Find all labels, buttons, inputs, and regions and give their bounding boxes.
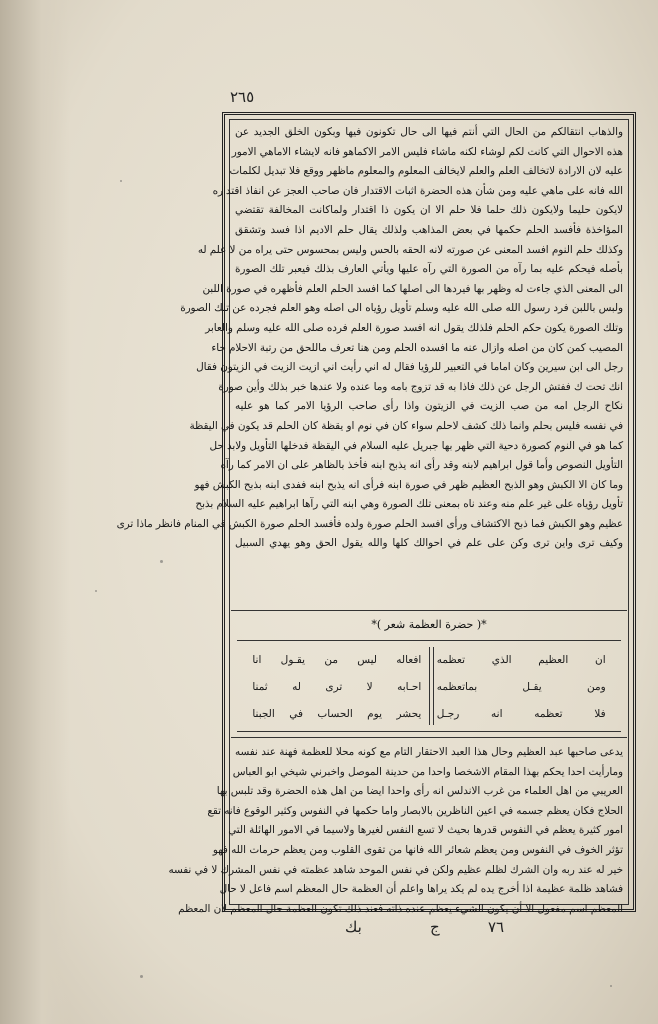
text-line: المصيب كمن كان من اصله وازال عنه ما افسده الحلم ومن هنا تعرف ماللحق من رتبة الاحلام جاء [211,341,623,354]
text-line: يدعى صاحبها عبد العظيم وحال هذا العبد الاحتقار التام مع كونه محلا للعظمة فهنة عند نفسه [235,746,623,758]
text-line: المؤاخذة فأفسد الحلم حكمها في بعض المذاهب ولذلك يقال حلم الاديم اذا فسد وتشقق [235,223,623,236]
poem-right-column [437,647,606,728]
text-line: امور كثيرة يعظم في النفوس قدرها بحيث لا تسع النفس لغيرها ولاسيما في الامور الهائلة التي [228,824,623,837]
text-line: في نفسه فليس بحلم وانما ذلك كشف لاحلم سواء كان في نوم او يقظة كان الحلم قد يكون في اليقظة [189,419,623,432]
poem-box [237,640,621,732]
text-line: وكذلك حلم النوم افسد المعنى عن صورته لانه الحقه بالحس وليس بمحسوس حتى يراه من لا علم له [197,243,623,256]
text-line: عظيم وهو الكبش فما ذبح الاكتشاف ورأى افسد الحلم صورة ولده فأفسد الحلم صورة الكبش في المنام فانظر ماذا ترى [116,517,623,530]
text-line: لايكون حليما ولايكون ذلك حلما فلا حلم الا ان يكون ذا اقتدار ولماكانت المخالفة تقتضي [235,204,623,217]
text-line: وكيف ترى واين ترى وكن على علم في احوالك كلها والله يقول الحق وهو يهدي السبيل [235,537,623,550]
poem-hemistich: احـابه لا ترى له ثمنا [252,681,422,693]
footer-mark: ٧٦ [488,918,505,936]
poem-column-divider [429,647,434,725]
text-line: وما كان الا الكبش وهو الذبح العظيم ظهر في صورة ابنه فرأى انه يذبح ابنه ففدى ابنه بذبح الكبش فهو [194,478,623,491]
page-number: ٢٦٥ [230,88,255,106]
text-line: انك تحت ك ففتش الرجل عن ذلك فاذا به قد تزوج بامه وما عنده ولا عندها خبر بذلك وأين صورة [218,380,623,393]
second-text-section [168,743,623,919]
text-line: ولبس باللبن فرد رسول الله صلى الله عليه وسلم تأويل رؤياه الى اصله وهو العلم فجرده عن تلك الصورة [180,302,623,315]
text-line: تأويل رؤياه على غير علم منه وعند ناه بمعنى تلك الصورة وهي ابنه التي رآها ابراهيم عليه السلام بذبح [195,498,623,511]
footer-mark: ج [430,918,440,936]
text-line: نكاح الرجل امه من صب الزيت في الزيتون واذا رأى صاحب الرؤيا الامر كما هو عليه [235,400,623,413]
poem-hemistich: فلا تعظمه انه رجـل [436,708,606,720]
text-line: كما هو في النوم كصورة دحية التي ظهر بها جبريل عليه السلام في اليقظة فدخلها التأويل ولابد حل [209,439,623,452]
page-footer [0,918,658,948]
poem-hemistich: يحشر يوم الحساب في الجبنا [252,708,422,720]
text-line: الى المعنى الذي جاءت له وظهر بها فيردها الى اصلها كما افسد الحلم العلم فأظهره في صورة اللبن [202,282,623,295]
poem-title: *( حضرة العظمة شعر )* [371,618,487,631]
text-line: الحلاج فكان يعظم جسمه في اعين الناظرين بالابصار واما حكمها في النفوس وكثير الوقوع فانه تقع [207,804,623,817]
main-text-section [116,123,623,554]
text-line: التأويل النصوص وأما قول ابراهيم لابنه وقد رأى انه يذبح ابنه فأخذ بالظاهر على ان الامر كما رآه [220,459,623,472]
text-line: عليه لان الارادة لاتخالف العلم والعلم لايخالف المعلوم والمعلوم ماظهر ووقع فلا تبديل لكلمات [229,165,623,178]
text-line: العريبي من اهل العلماء من غرب الاندلس انه رأى واحدا ايضا من اهل هذه الحضرة وقد تلبس بها [216,785,623,798]
text-line: بأصله فيحكم عليه بما رآه من الصورة التي رآه عليها ويأتي العارف بذلك فيعبر تلك الصورة [235,263,623,276]
poem-left-column [252,647,421,728]
text-line: ومارأيت احدا يحكم بهذا المقام الاشخصا واحدا من حدينة الموصل واخبرني شيخي ابو العباس [232,765,623,778]
text-line: تؤثر الخوف في النفوس ومن يعظم شعائر الله فانها من تقوى القلوب ومن يعظم حرمات الله فهو [212,843,623,856]
text-line: والذهاب انتقالكم من الحال التي أنتم فيها الى حال تكونون فيها وبكون الخلق الجديد عن [235,126,623,138]
book-spine-shadow [0,0,70,1024]
section-divider-bottom [231,737,627,738]
footer-mark: بك [345,918,362,936]
poem-hemistich: ان العظيم الذي تعظمه [436,654,606,666]
poem-hemistich: ومن يقـل بماتعظمه [436,681,606,693]
text-line: هذه الاحوال التي كانت لكم لوشاء لكنه ماشاء فليس الامر الاكماهو فانه لايشاء الاماهي الامور [231,145,623,158]
poem-hemistich: افعاله ليس من يقـول انا [252,654,422,666]
text-line: رجل الى ابن سيرين وكان اماما في التعبير للرؤيا فقال له اني رأيت اني ازيت الزيت في الزيتون فقال [196,361,623,374]
section-divider-top [231,610,627,611]
text-line: المعظم اسم مفعول الا أن يكون الشيء يعظم عنده ذاته فعند ذلك تكون العظمة حال المعظم لان المعظم [178,902,623,915]
text-line: الله فانه على ماهي عليه ومن شأن هذه الحضرة اثبات الاقتدار فان صاحب العجز عن انفاذ اقتداره [212,184,623,197]
text-line: خير له عند ربه وان الشرك لظلم عظيم ولكن في نفس الموحد شاهد عظمته في نفس المشرك لا في نفسه [168,863,623,876]
text-line: وتلك الصورة يكون حكم الحلم فلذلك يقول انه افسد صورة العلم فرده صلى الله عليه وسلم والعابر [205,321,623,334]
text-frame [116,112,636,915]
text-line: فشاهد ظلمة عظيمة اذا أخرج يده لم يكد يراها واعلم أن العظمة حال المعظم اسم فاعل لا حال [219,883,623,896]
